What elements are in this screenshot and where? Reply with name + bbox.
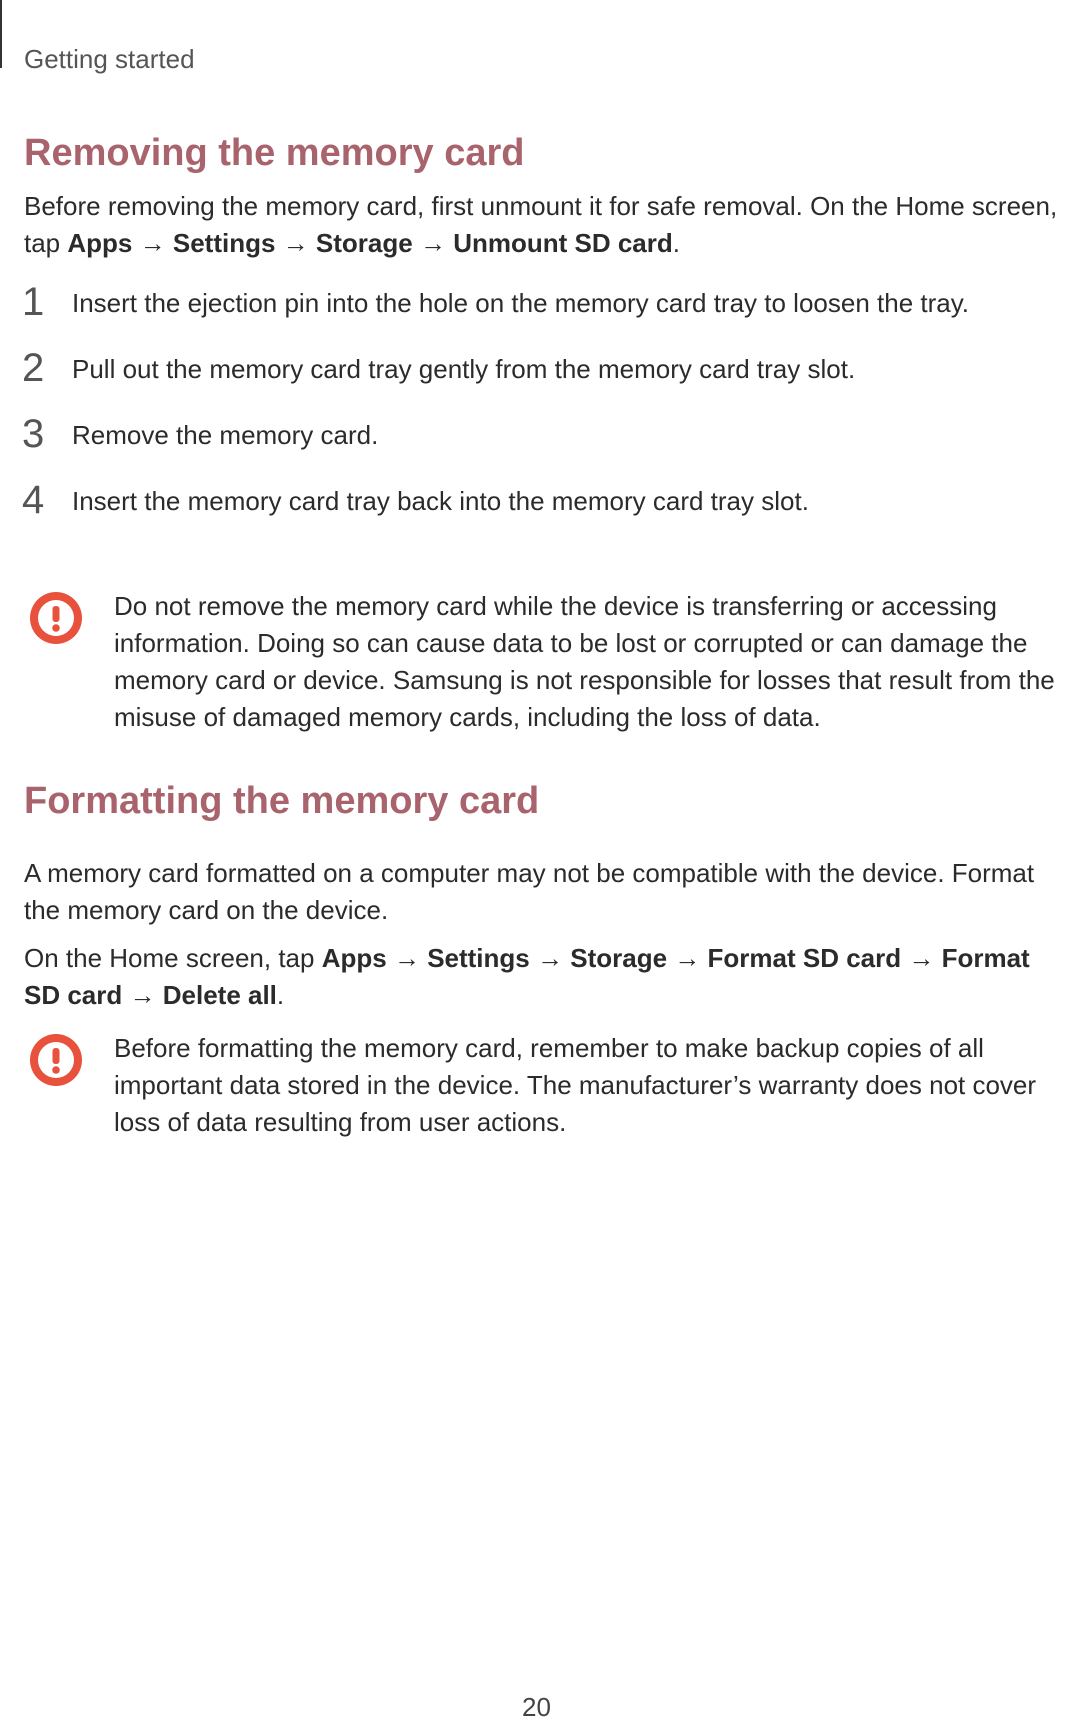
section-title-formatting: Formatting the memory card xyxy=(24,780,540,822)
formatting-path: On the Home screen, tap Apps → Settings → Storage → Format SD card → Format SD card → Delete all. xyxy=(24,943,1030,1010)
step-number: 3 xyxy=(22,412,45,456)
section-title-removing: Removing the memory card xyxy=(24,132,525,174)
formatting-intro: A memory card formatted on a computer may not be compatible with the device. Format the memory card on the device. xyxy=(24,858,1035,925)
page-number: 20 xyxy=(522,1692,551,1722)
step-2 xyxy=(22,346,1067,390)
step-number: 4 xyxy=(22,478,45,522)
removing-intro: Before removing the memory card, first unmount it for safe removal. On the Home screen, tap Apps → Settings → Storage → Unmount SD card. xyxy=(24,191,1058,258)
caution-icon xyxy=(28,590,84,646)
step-number: 1 xyxy=(22,280,45,324)
step-text: Insert the memory card tray back into the memory card tray slot. xyxy=(72,486,809,516)
step-text: Remove the memory card. xyxy=(72,420,379,450)
step-1 xyxy=(22,280,1067,324)
step-4 xyxy=(22,478,1067,522)
caution-text: Before formatting the memory card, remember to make backup copies of all important data stored in the device. The manufacturer’s warranty does not cover loss of data resulting from user actions. xyxy=(114,1033,1037,1137)
page-edge-rule xyxy=(0,0,2,68)
running-head: Getting started xyxy=(24,44,195,74)
caution-text: Do not remove the memory card while the device is transferring or accessing information. Doing so can cause data to be lost or corrupted or can damage the memory card or device. Samsung is not responsible for losses that result from the misuse of damaged memory cards, including the loss of data. xyxy=(114,591,1055,732)
step-text: Insert the ejection pin into the hole on the memory card tray to loosen the tray. xyxy=(72,288,970,318)
step-text: Pull out the memory card tray gently from the memory card tray slot. xyxy=(72,354,856,384)
caution-icon xyxy=(28,1032,84,1088)
step-3 xyxy=(22,412,1067,456)
step-number: 2 xyxy=(22,346,45,390)
